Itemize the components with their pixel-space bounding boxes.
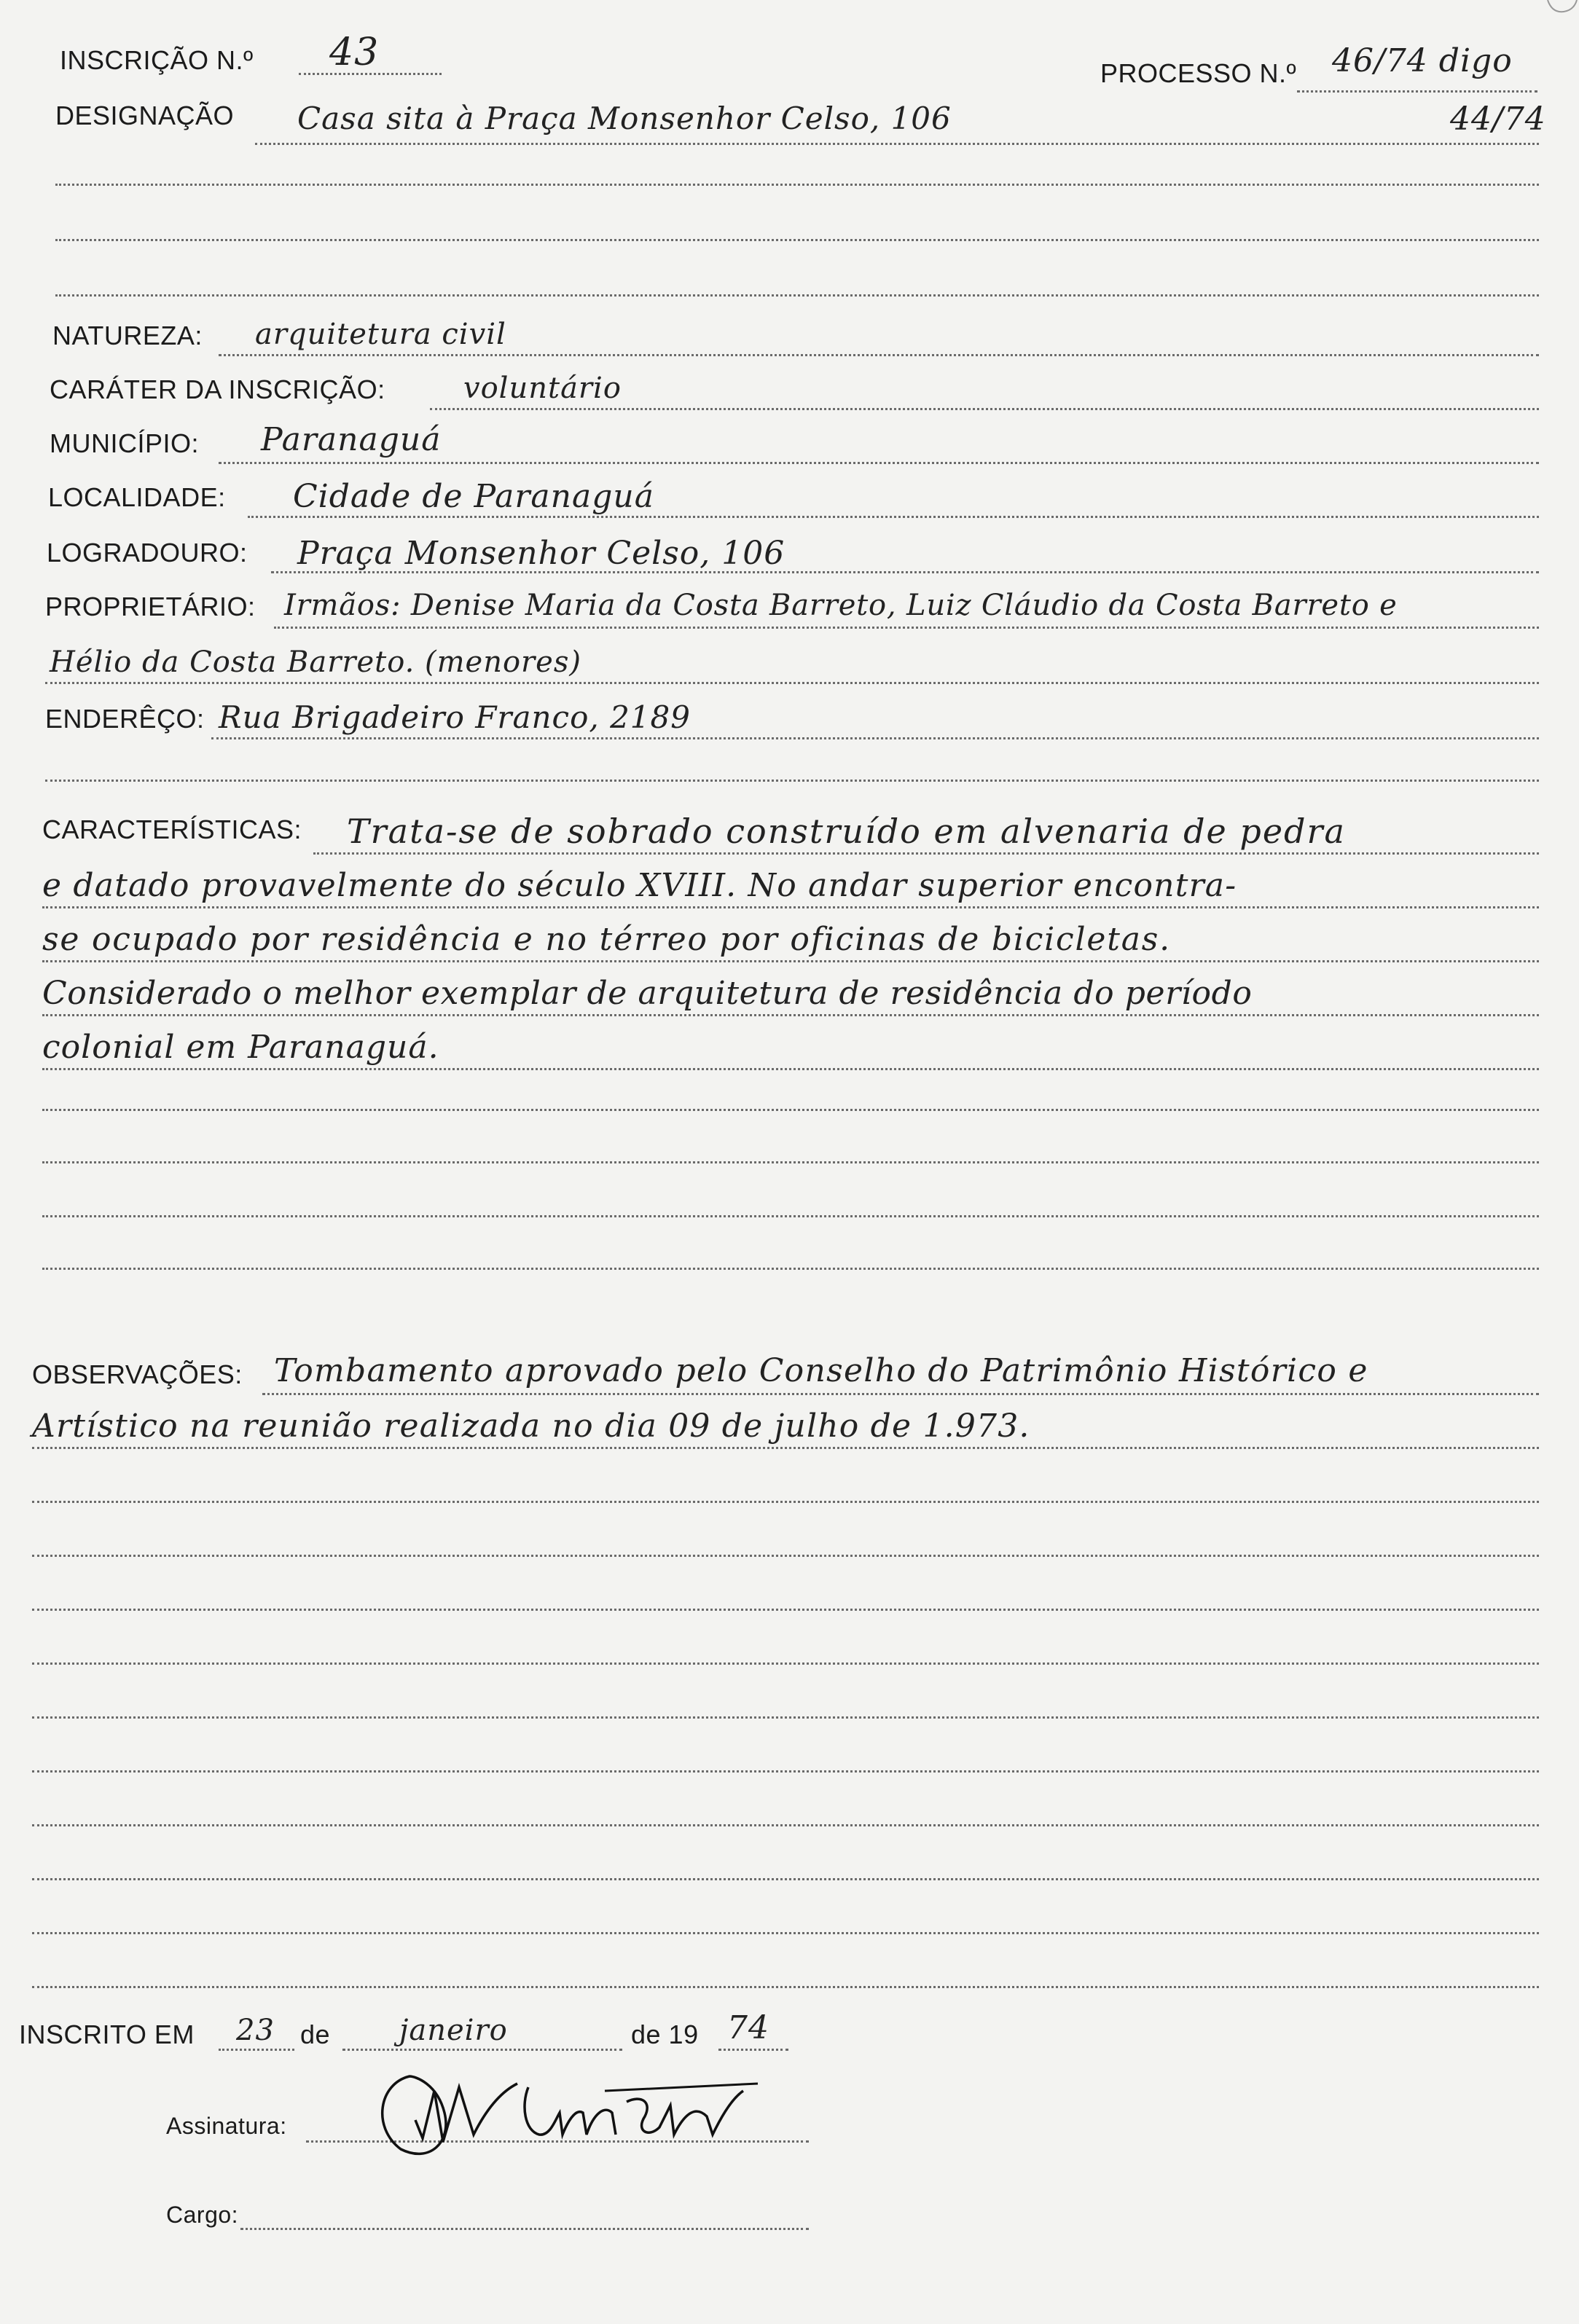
observacoes-rule-10 (32, 1878, 1539, 1880)
municipio-value: Paranaguá (261, 421, 442, 458)
inscrito-de-19: de 19 (631, 2019, 699, 2049)
logradouro-label: LOGRADOURO: (47, 538, 248, 568)
inscricao-line (299, 73, 442, 75)
carater-value: voluntário (463, 372, 622, 405)
localidade-line (248, 516, 1539, 518)
proprietario-line-a (274, 627, 1539, 629)
observacoes-rule-6 (32, 1662, 1539, 1665)
natureza-label: NATUREZA: (52, 321, 203, 350)
proprietario-line-1: Irmãos: Denise Maria da Costa Barreto, Luiz Cláudio da Costa Barreto e (284, 589, 1398, 622)
inscrito-de-1: de (300, 2019, 331, 2049)
observacoes-rule-2 (32, 1447, 1539, 1449)
observacoes-rule-1 (262, 1393, 1539, 1395)
caracteristicas-rule-1 (313, 852, 1539, 855)
caracteristicas-rule-5 (42, 1068, 1539, 1070)
processo-number-correction: 44/74 (1450, 101, 1546, 138)
designacao-label: DESIGNAÇÃO (55, 101, 235, 130)
designacao-line-4 (55, 294, 1539, 297)
processo-line (1297, 90, 1537, 93)
designacao-line (255, 143, 1539, 145)
endereco-line (211, 737, 1539, 739)
observacoes-rule-4 (32, 1555, 1539, 1557)
inscricao-number: 43 (329, 31, 380, 74)
proprietario-label: PROPRIETÁRIO: (45, 592, 256, 621)
caracteristicas-rule-8 (42, 1215, 1539, 1217)
inscrito-em-label: INSCRITO EM (19, 2019, 195, 2049)
inscrito-dia: 23 (236, 2014, 275, 2047)
municipio-label: MUNICÍPIO: (50, 428, 200, 458)
carater-line (430, 408, 1539, 410)
observacoes-rule-12 (32, 1986, 1539, 1988)
caracteristicas-rule-4 (42, 1014, 1539, 1016)
observacoes-label: OBSERVAÇÕES: (32, 1359, 243, 1389)
caracteristicas-rule-6 (42, 1109, 1539, 1111)
natureza-value: arquitetura civil (255, 318, 506, 351)
observacoes-rule-7 (32, 1716, 1539, 1719)
inscrito-mes: janeiro (399, 2014, 508, 2047)
processo-label: PROCESSO N.º (1100, 58, 1297, 88)
natureza-line (219, 354, 1539, 356)
caracteristicas-rule-3 (42, 960, 1539, 962)
endereco-label: ENDERÊÇO: (45, 704, 205, 734)
caracteristicas-line-3: se ocupado por residência e no térreo por oficinas de bicicletas. (42, 921, 1171, 958)
observacoes-rule-9 (32, 1824, 1539, 1826)
designacao-value: Casa sita à Praça Monsenhor Celso, 106 (297, 101, 952, 136)
caracteristicas-line-2: e datado provavelmente do século XVIII. No andar superior encontra- (42, 867, 1237, 904)
handwritten-signature (364, 2062, 802, 2171)
processo-number: 46/74 digo (1332, 42, 1513, 79)
caracteristicas-line-1: Trata-se de sobrado construído em alvenaria de pedra (347, 812, 1346, 851)
observacoes-rule-11 (32, 1932, 1539, 1934)
assinatura-label: Assinatura: (166, 2113, 287, 2139)
designacao-line-3 (55, 239, 1539, 241)
inscrito-ano-line (718, 2049, 788, 2051)
observacoes-rule-5 (32, 1609, 1539, 1611)
inscrito-mes-line (342, 2049, 622, 2051)
endereco-line-2 (45, 780, 1539, 782)
proprietario-line-b (45, 682, 1539, 684)
inscricao-label: INSCRIÇÃO N.º (60, 45, 254, 75)
cargo-label: Cargo: (166, 2202, 239, 2228)
logradouro-value: Praça Monsenhor Celso, 106 (297, 535, 785, 572)
caracteristicas-label: CARACTERÍSTICAS: (42, 814, 302, 844)
logradouro-line (271, 571, 1539, 573)
observacoes-line-2: Artístico na reunião realizada no dia 09 de julho de 1.973. (32, 1408, 1030, 1445)
observacoes-rule-3 (32, 1501, 1539, 1503)
proprietario-line-2: Hélio da Costa Barreto. (menores) (50, 645, 581, 679)
endereco-value: Rua Brigadeiro Franco, 2189 (219, 699, 691, 735)
localidade-value: Cidade de Paranaguá (293, 478, 654, 515)
observacoes-line-1: Tombamento aprovado pelo Conselho do Patrimônio Histórico e (274, 1352, 1368, 1389)
localidade-label: LOCALIDADE: (48, 482, 226, 512)
corner-circle-mark (1545, 0, 1579, 16)
caracteristicas-line-4: Considerado o melhor exemplar de arquitetura de residência do período (42, 975, 1253, 1012)
caracteristicas-line-5: colonial em Paranaguá. (42, 1029, 439, 1066)
inscrito-ano: 74 (727, 2009, 769, 2046)
inscrito-dia-line (219, 2049, 294, 2051)
observacoes-rule-8 (32, 1770, 1539, 1773)
caracteristicas-rule-7 (42, 1161, 1539, 1163)
cargo-line (240, 2228, 809, 2230)
municipio-line (219, 462, 1539, 464)
caracteristicas-rule-2 (42, 906, 1539, 908)
designacao-line-2 (55, 184, 1539, 186)
carater-label: CARÁTER DA INSCRIÇÃO: (50, 374, 385, 404)
caracteristicas-rule-9 (42, 1268, 1539, 1270)
